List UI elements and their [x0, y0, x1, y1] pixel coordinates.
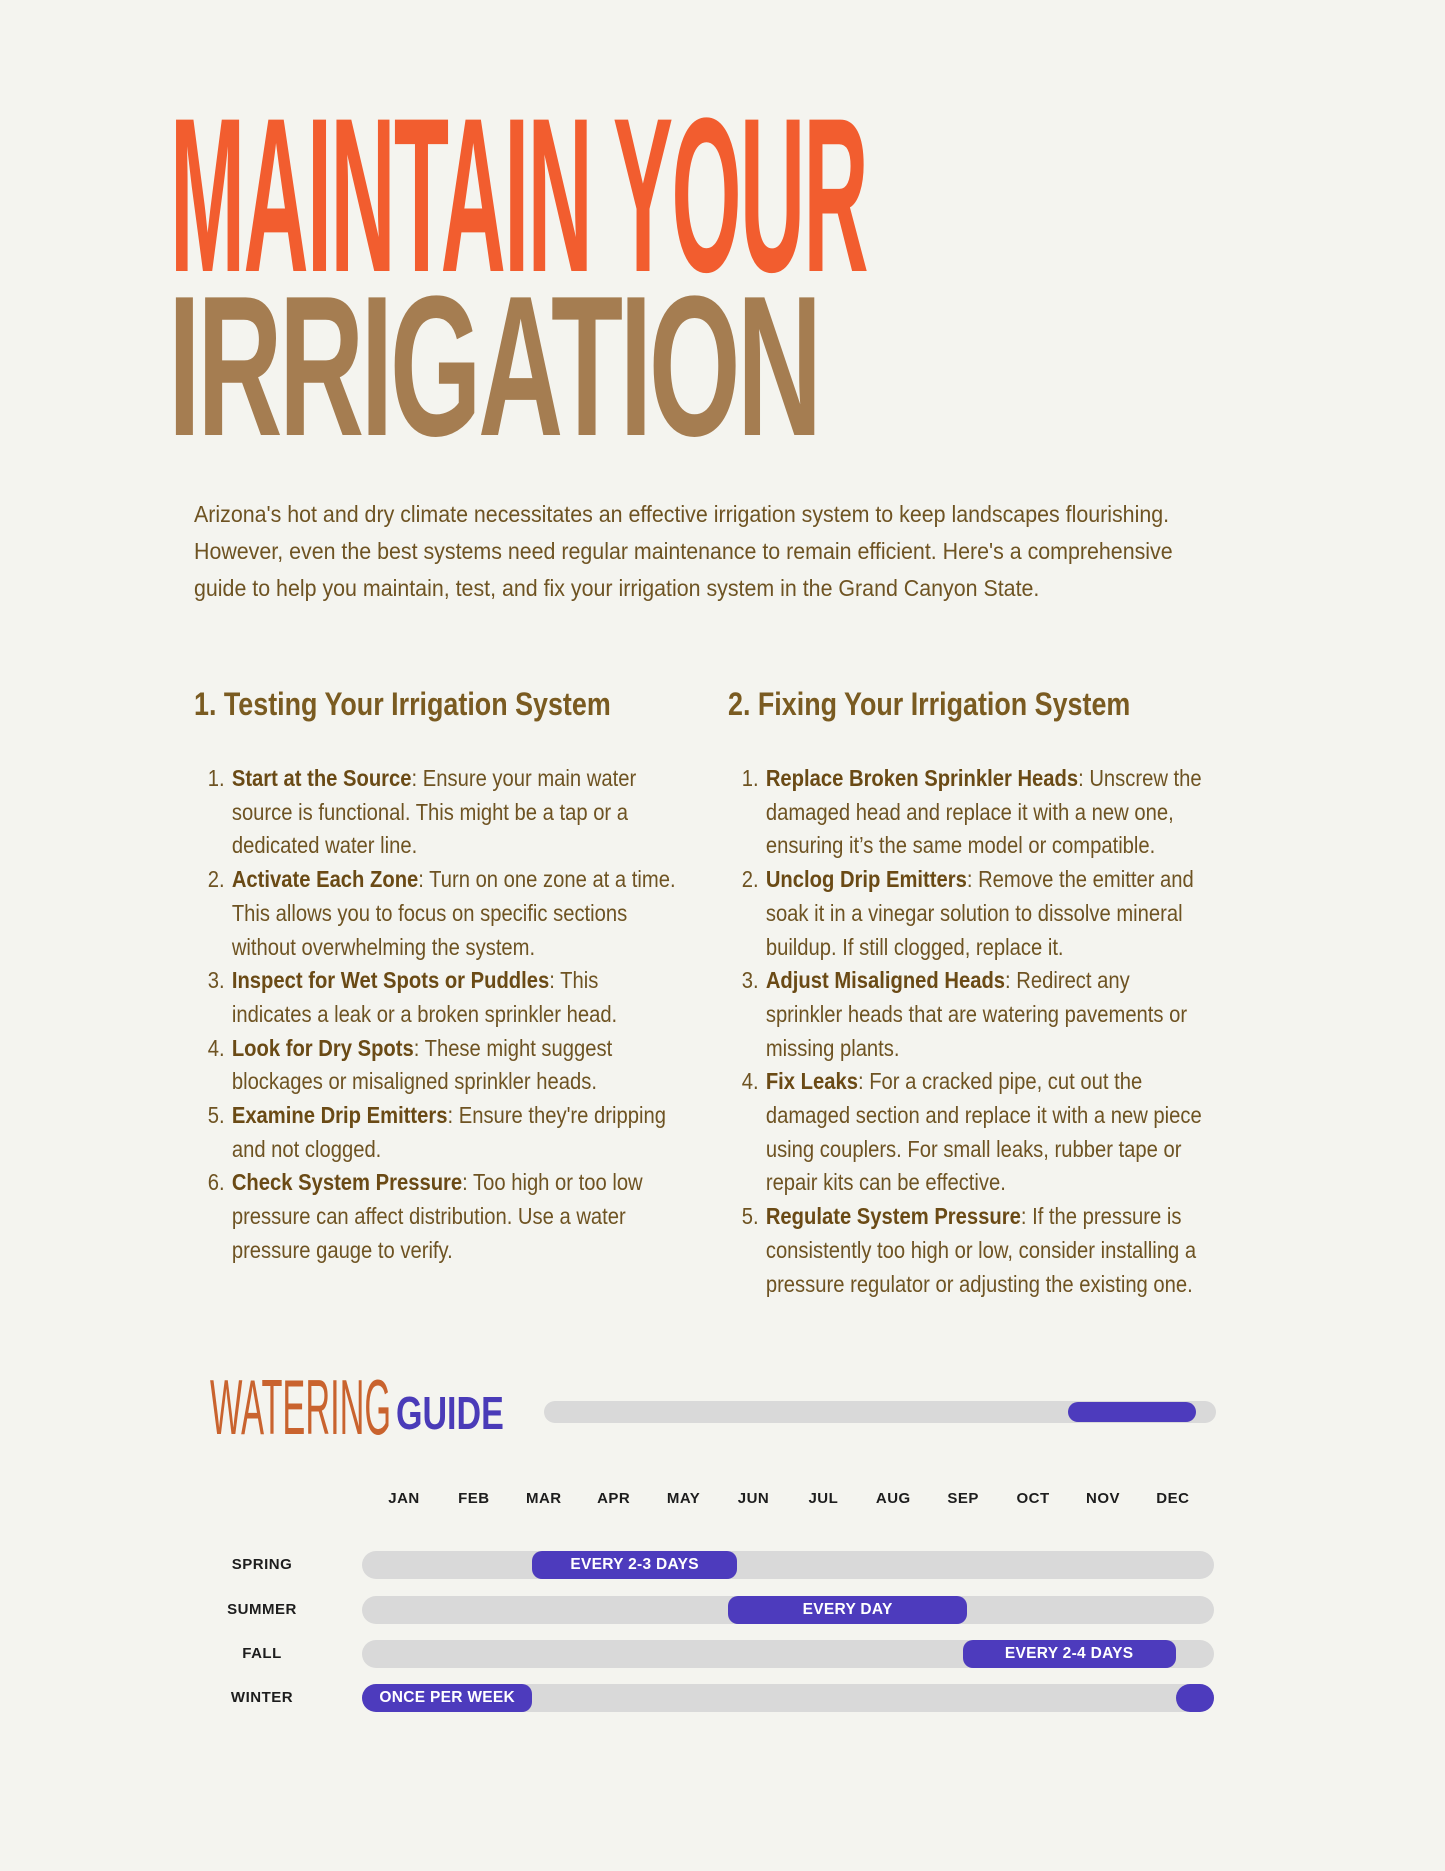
list-item: [728, 1065, 1210, 1200]
item-text: : Redirect any sprinkler heads that are watering pavements or missing plants.: [765, 967, 1188, 1061]
item-text: : Turn on one zone at a time. This allows you to focus on specific sections without overwhelming the system.: [231, 866, 676, 960]
season-track-spring: [362, 1551, 1214, 1579]
item-number: 5.: [207, 1102, 225, 1129]
list-item: [728, 964, 1210, 1065]
item-text: : For a cracked pipe, cut out the damaged section and replace it with a new piece using couplers. For small leaks, rubber tape or repair kits can be effective.: [765, 1068, 1202, 1196]
item-number: 5.: [741, 1203, 759, 1230]
watering-guide-title-part2: GUIDE: [396, 1387, 504, 1439]
season-label-summer: SUMMER: [227, 1601, 297, 1618]
season-track-fall: [362, 1640, 1214, 1668]
item-text: : Ensure your main water source is functional. This might be a tap or a dedicated water line.: [231, 765, 637, 859]
item-number: 4.: [741, 1068, 759, 1095]
fixing-list: [728, 762, 1210, 1301]
month-label-apr: APR: [597, 1490, 631, 1507]
month-label-jun: JUN: [737, 1490, 770, 1507]
decorative-progress-track: [544, 1401, 1216, 1423]
intro-paragraph: Arizona's hot and dry climate necessitates an effective irrigation system to keep landscapes flourishing. However, even the best systems need regular maintenance to remain efficient. Here's a comprehensive guide to help you maintain, test, and fix your irrigation system in the Grand Canyon State.: [194, 501, 1173, 601]
item-number: 3.: [741, 967, 759, 994]
item-text: : This indicates a leak or a broken sprinkler head.: [231, 967, 618, 1027]
season-label-spring: SPRING: [231, 1556, 293, 1573]
season-track-summer: [362, 1596, 1214, 1624]
item-text: : Remove the emitter and soak it in a vinegar solution to dissolve mineral buildup. If still clogged, replace it.: [765, 866, 1194, 960]
page-title-line1: MAINTAIN YOUR: [170, 72, 867, 318]
list-item: [194, 1099, 676, 1166]
item-title: Look for Dry Spots: [231, 1034, 414, 1061]
list-item: [194, 762, 676, 863]
item-number: 4.: [207, 1034, 225, 1061]
decorative-progress-fill: [1068, 1402, 1196, 1422]
item-text: : Unscrew the damaged head and replace it with a new one, ensuring it’s the same model or compatible.: [765, 765, 1202, 859]
month-label-oct: OCT: [1016, 1490, 1050, 1507]
schedule-bar-winter-1: [1176, 1684, 1214, 1712]
item-title: Fix Leaks: [765, 1068, 858, 1095]
item-title: Inspect for Wet Spots or Puddles: [231, 967, 550, 994]
page-title-line2: IRRIGATION: [168, 255, 819, 478]
watering-guide-title-part1: WATERING: [210, 1363, 392, 1451]
month-label-nov: NOV: [1085, 1490, 1120, 1507]
item-text: : Ensure they're dripping and not clogged.: [231, 1102, 666, 1162]
month-label-jan: JAN: [388, 1490, 420, 1507]
testing-list: [194, 762, 676, 1268]
month-label-jul: JUL: [808, 1490, 839, 1507]
season-track-winter: [362, 1684, 1214, 1712]
item-title: Check System Pressure: [231, 1169, 463, 1196]
schedule-bar-summer: EVERY DAY: [728, 1596, 967, 1624]
item-number: 2.: [207, 866, 225, 893]
item-text: : These might suggest blockages or misaligned sprinkler heads.: [231, 1034, 613, 1095]
testing-heading: 1. Testing Your Irrigation System: [194, 686, 611, 722]
month-label-dec: DEC: [1156, 1490, 1190, 1507]
item-number: 3.: [207, 967, 225, 994]
item-title: Replace Broken Sprinkler Heads: [765, 765, 1079, 791]
item-number: 1.: [741, 765, 759, 791]
list-item: [194, 1166, 676, 1267]
list-item: [194, 964, 676, 1031]
item-number: 6.: [207, 1169, 225, 1196]
item-number: 1.: [207, 765, 225, 791]
season-label-winter: WINTER: [230, 1689, 294, 1706]
season-label-fall: FALL: [242, 1645, 282, 1662]
list-item: [728, 863, 1210, 964]
item-text: : Too high or too low pressure can affect distribution. Use a water pressure gauge to verify.: [231, 1169, 643, 1263]
list-item: [194, 863, 676, 964]
month-label-mar: MAR: [525, 1490, 562, 1507]
fixing-heading: 2. Fixing Your Irrigation System: [728, 686, 1131, 722]
month-label-may: MAY: [666, 1490, 701, 1507]
month-label-sep: SEP: [947, 1490, 979, 1507]
item-title: Activate Each Zone: [231, 866, 419, 893]
list-item: [728, 1200, 1210, 1301]
item-title: Unclog Drip Emitters: [765, 866, 967, 893]
schedule-bar-winter: ONCE PER WEEK: [362, 1684, 532, 1712]
month-label-aug: AUG: [875, 1490, 911, 1507]
item-title: Adjust Misaligned Heads: [765, 967, 1006, 994]
schedule-bar-fall: EVERY 2-4 DAYS: [963, 1640, 1176, 1668]
item-title: Examine Drip Emitters: [231, 1102, 448, 1129]
list-item: [194, 1032, 676, 1099]
item-title: Start at the Source: [231, 765, 412, 791]
list-item: [728, 762, 1210, 863]
item-number: 2.: [741, 866, 759, 893]
item-title: Regulate System Pressure: [765, 1203, 1021, 1230]
schedule-bar-spring: EVERY 2-3 DAYS: [532, 1551, 736, 1579]
fixing-section: [728, 682, 1268, 1297]
testing-section: [194, 682, 734, 1263]
item-text: : If the pressure is consistently too high or low, consider installing a pressure regulator or adjusting the existing one.: [765, 1203, 1197, 1297]
month-label-feb: FEB: [458, 1490, 490, 1507]
